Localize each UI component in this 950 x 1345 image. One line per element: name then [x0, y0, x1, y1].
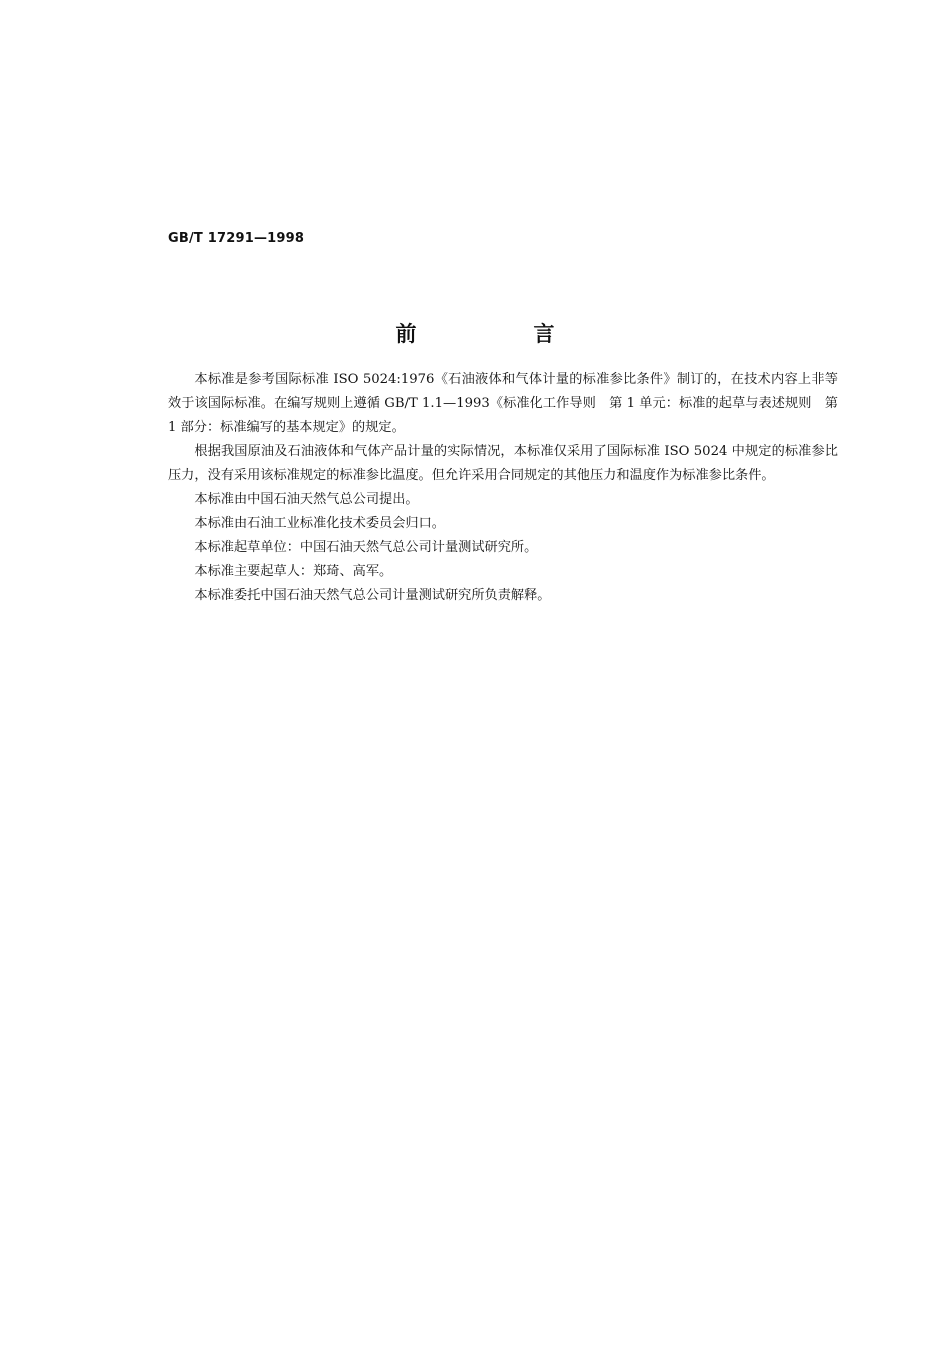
paragraph-committee: 本标准由石油工业标准化技术委员会归口。: [194, 516, 445, 531]
page-title: 前 言: [395, 322, 603, 346]
paragraph-drafters: 本标准主要起草人：郑琦、高军。: [194, 564, 393, 579]
paragraph-adoption: 根据我国原油及石油液体和气体产品计量的实际情况，本标准仅采用了国际标准 ISO 5024 中规定的标准参比压力，没有采用该标准规定的标准参比温度。但允许采用合同规定的其他压力和温度作为标准参比条件。: [168, 444, 838, 483]
standard-code: GB/T 17291—1998: [168, 231, 305, 246]
paragraph-basis: 本标准是参考国际标准 ISO 5024:1976《石油液体和气体计量的标准参比条件》制订的，在技术内容上非等效于该国际标准。在编写规则上遵循 GB/T 1.1—1993《标准化工作导则 第 1 单元：标准的起草与表述规则 第 1 部分：标准编写的基本规定》的规定。: [168, 372, 838, 435]
paragraph-proposer: 本标准由中国石油天然气总公司提出。: [194, 492, 419, 507]
foreword-body: [168, 368, 838, 608]
paragraph-drafting-unit: 本标准起草单位：中国石油天然气总公司计量测试研究所。: [194, 540, 538, 555]
paragraph-interpretation: 本标准委托中国石油天然气总公司计量测试研究所负责解释。: [194, 588, 551, 603]
